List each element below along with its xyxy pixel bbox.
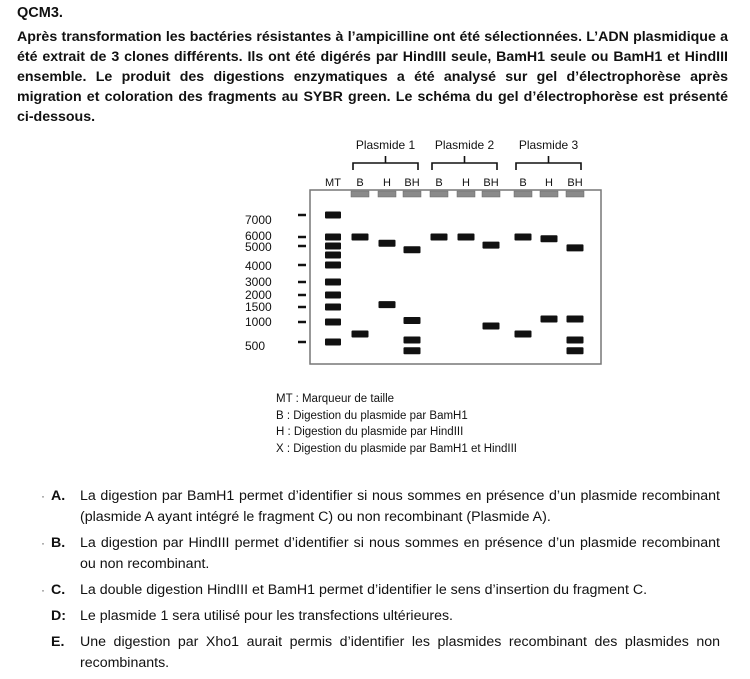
sample-band (567, 316, 584, 323)
sample-band (379, 240, 396, 247)
sample-band (515, 331, 532, 338)
gel-well (351, 191, 369, 197)
option-mark: · (41, 489, 45, 503)
sample-band (404, 337, 421, 344)
gel-well (403, 191, 421, 197)
marker-band (325, 304, 341, 311)
option-text: Le plasmide 1 sera utilisé pour les transfections ultérieures. (80, 608, 454, 624)
lane-label: BH (567, 177, 583, 189)
sample-band (567, 347, 584, 354)
legend-item-mt: MT : Marqueur de taille (276, 393, 395, 405)
marker-band (325, 234, 341, 241)
marker-band (325, 243, 341, 250)
gel-well (566, 191, 584, 197)
option-text: La digestion par HindIII permet d’identifier si nous sommes en présence d’un plasmide recombinant ou non recombinant. (80, 535, 720, 572)
lane-label: BH (404, 177, 420, 189)
group-bracket (516, 156, 581, 170)
plasmide-group-label: Plasmide 3 (518, 138, 579, 152)
gel-well (378, 191, 396, 197)
option-text: Une digestion par Xho1 aurait permis d’identifier les plasmides recombinant des plasmides non recombinants. (80, 634, 720, 671)
sample-band (483, 242, 500, 249)
group-bracket (353, 156, 418, 170)
option-mark: · (41, 583, 45, 597)
option-letter: A. (51, 488, 66, 504)
sample-band (541, 235, 558, 242)
size-scale-label: 1500 (245, 300, 272, 314)
gel-well (482, 191, 500, 197)
option-b[interactable] (0, 533, 720, 575)
size-scale-label: 6000 (245, 229, 272, 243)
question-title: QCM3. (17, 5, 63, 21)
option-letter: C. (51, 582, 66, 598)
marker-band (325, 319, 341, 326)
option-c[interactable] (0, 580, 720, 601)
option-letter: E. (51, 634, 65, 650)
marker-band (325, 339, 341, 346)
sample-band (483, 323, 500, 330)
lane-label: BH (483, 177, 499, 189)
marker-band (325, 212, 341, 219)
sample-band (379, 301, 396, 308)
size-scale-label: 2000 (245, 288, 272, 302)
option-text: La double digestion HindIII et BamH1 permet d’identifier le sens d’insertion du fragment C. (80, 582, 648, 598)
question-intro: Après transformation les bactéries résistantes à l’ampicilline ont été sélectionnées. L’ADN plasmidique a été extrait de 3 clones différents. Ils ont été digérés par HindIII seule, BamH1 seule ou BamH1 et HindIII ensemble. Le produit des digestions enzymatiques a été analysé sur gel d’électrophorèse après migration et coloration des fragments au SYBR green. Le schéma du gel d’électrophorèse est présenté ci-dessous. (17, 29, 728, 125)
size-scale-label: 7000 (245, 213, 272, 227)
size-scale-label: 5000 (245, 240, 272, 254)
sample-band (541, 316, 558, 323)
option-d[interactable] (0, 606, 720, 627)
lane-label: H (462, 177, 470, 189)
sample-band (352, 234, 369, 241)
sample-band (431, 234, 448, 241)
answer-options (0, 486, 750, 679)
sample-band (458, 234, 475, 241)
size-scale-label: 4000 (245, 259, 272, 273)
marker-band (325, 252, 341, 259)
legend-item-h: H : Digestion du plasmide par HindIII (276, 426, 464, 438)
option-e[interactable] (0, 632, 720, 674)
gel-well (457, 191, 475, 197)
sample-band (515, 234, 532, 241)
legend-item-b: B : Digestion du plasmide par BamH1 (276, 409, 468, 422)
lane-label: B (435, 177, 443, 189)
lane-label: H (383, 177, 391, 189)
option-a[interactable] (0, 486, 720, 528)
size-scale-label: 3000 (245, 275, 272, 289)
option-text: La digestion par BamH1 permet d’identifier si nous sommes en présence d’un plasmide recombinant (plasmide A ayant intégré le fragment C) ou non recombinant (Plasmide A). (80, 488, 720, 525)
gel-frame (310, 190, 601, 364)
option-letter: D: (51, 608, 66, 624)
lane-label: B (356, 177, 364, 189)
size-scale-label: 1000 (245, 315, 272, 329)
sample-band (352, 331, 369, 338)
sample-band (567, 337, 584, 344)
plasmide-group-label: Plasmide 1 (355, 138, 416, 152)
option-letter: B. (51, 535, 66, 551)
option-mark: · (41, 536, 45, 550)
group-bracket (432, 156, 497, 170)
sample-band (404, 246, 421, 253)
sample-band (567, 244, 584, 251)
plasmide-group-label: Plasmide 2 (434, 138, 495, 152)
size-scale-label: 500 (245, 339, 266, 353)
lane-label: H (545, 177, 553, 189)
gel-well (514, 191, 532, 197)
marker-band (325, 262, 341, 269)
sample-band (404, 347, 421, 354)
gel-well (430, 191, 448, 197)
lane-label: MT (325, 177, 341, 189)
gel-well (540, 191, 558, 197)
marker-band (325, 279, 341, 286)
sample-band (404, 317, 421, 324)
legend-item-x: X : Digestion du plasmide par BamH1 et HindIII (276, 442, 517, 455)
marker-band (325, 292, 341, 299)
lane-label: B (519, 177, 527, 189)
gel-legend (276, 391, 517, 457)
